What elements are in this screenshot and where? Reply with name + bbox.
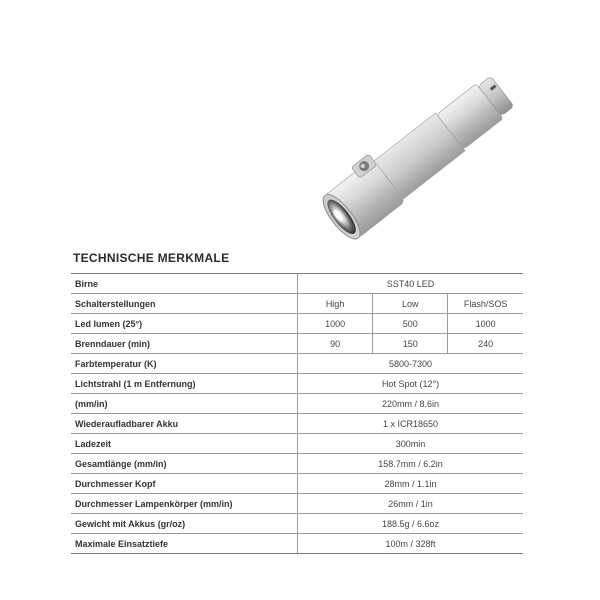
spec-value-lumen-flash: 1000 (448, 314, 523, 334)
spec-label-color-temp: Farbtemperatur (K) (71, 354, 298, 374)
spec-label-bulb: Birne (71, 274, 298, 294)
table-row (71, 494, 523, 514)
spec-table (71, 273, 523, 554)
spec-value-body-diameter: 26mm / 1in (298, 494, 524, 514)
spec-label-length: Gesamtlänge (mm/in) (71, 454, 298, 474)
spec-label-lumen: Led lumen (25°) (71, 314, 298, 334)
spec-value-runtime-high: 90 (298, 334, 373, 354)
spec-label-battery: Wiederaufladbarer Akku (71, 414, 298, 434)
spec-label-charge-time: Ladezeit (71, 434, 298, 454)
table-row (71, 394, 523, 414)
table-row (71, 334, 523, 354)
spec-value-mode-low: Low (373, 294, 448, 314)
table-row (71, 314, 523, 334)
table-row (71, 434, 523, 454)
spec-value-charge-time: 300min (298, 434, 524, 454)
spec-label-head-diameter: Durchmesser Kopf (71, 474, 298, 494)
spec-value-head-diameter: 28mm / 1.1in (298, 474, 524, 494)
table-row (71, 294, 523, 314)
flashlight-illustration (300, 28, 530, 258)
table-row (71, 274, 523, 294)
spec-label-runtime: Brenndauer (min) (71, 334, 298, 354)
spec-value-mode-high: High (298, 294, 373, 314)
spec-value-battery: 1 x ICR18650 (298, 414, 524, 434)
flashlight-image (300, 28, 530, 258)
spec-value-length: 158.7mm / 6.2in (298, 454, 524, 474)
spec-value-lumen-low: 500 (373, 314, 448, 334)
spec-value-weight: 188.5g / 6.6oz (298, 514, 524, 534)
spec-label-max-depth: Maximale Einsatztiefe (71, 534, 298, 554)
section-heading: TECHNISCHE MERKMALE (73, 251, 230, 265)
spec-label-body-diameter: Durchmesser Lampenkörper (mm/in) (71, 494, 298, 514)
table-row (71, 414, 523, 434)
spec-value-bulb: SST40 LED (298, 274, 524, 294)
spec-value-mode-flash: Flash/SOS (448, 294, 523, 314)
table-row (71, 454, 523, 474)
spec-label-beam-distance: (mm/in) (71, 394, 298, 414)
table-row (71, 514, 523, 534)
spec-value-beam-distance: 220mm / 8.6in (298, 394, 524, 414)
spec-value-runtime-low: 150 (373, 334, 448, 354)
spec-value-lumen-high: 1000 (298, 314, 373, 334)
table-row (71, 474, 523, 494)
table-row (71, 354, 523, 374)
spec-value-runtime-flash: 240 (448, 334, 523, 354)
spec-value-beam: Hot Spot (12°) (298, 374, 524, 394)
table-row (71, 374, 523, 394)
table-row (71, 534, 523, 554)
spec-value-color-temp: 5800-7300 (298, 354, 524, 374)
spec-label-weight: Gewicht mit Akkus (gr/oz) (71, 514, 298, 534)
spec-label-switch-modes: Schalterstellungen (71, 294, 298, 314)
spec-label-beam: Lichtstrahl (1 m Entfernung) (71, 374, 298, 394)
spec-value-max-depth: 100m / 328ft (298, 534, 524, 554)
